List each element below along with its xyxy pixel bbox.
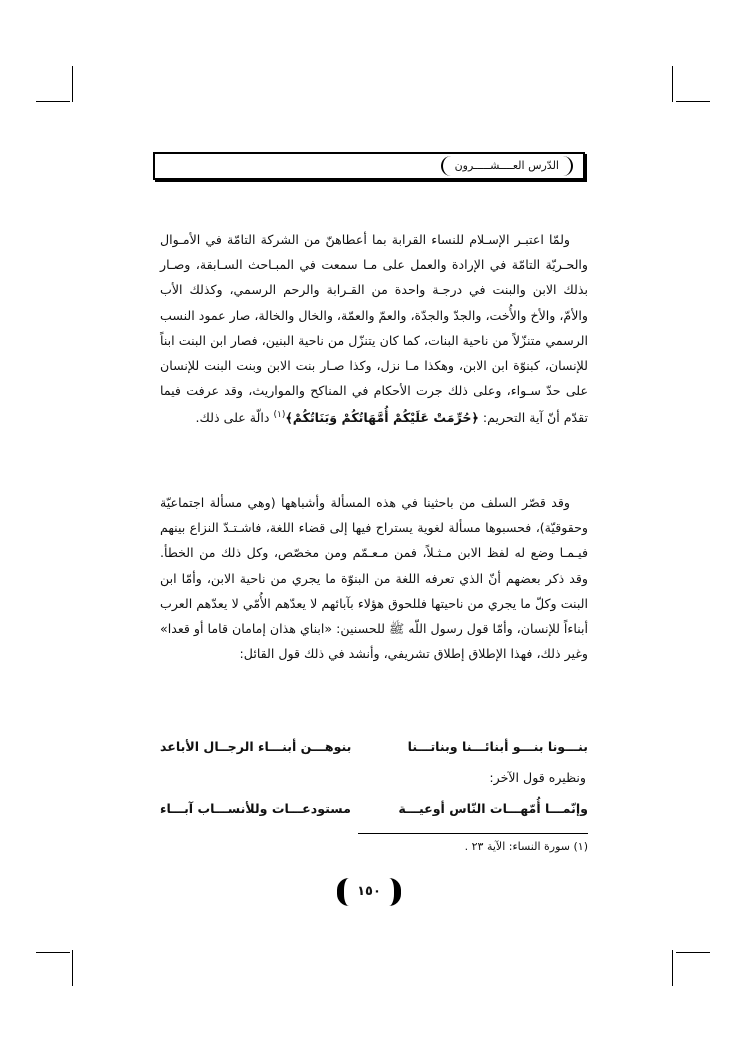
crop-mark	[676, 952, 710, 953]
poem-2-intro: ونظيره قول الآخر:	[489, 770, 586, 785]
poem-verse-2	[160, 797, 588, 821]
paragraph-1-text: ولمّا اعتبـر الإسـلام للنساء القرابة بما أعطاهنّ من الشركة التامّة في الأمـوال والحـريّة التامّة في الإرادة والعمل على مـا سمعت في المبـاحث السـابقة، وصـار بذلك الابن والبنت في درجـة واحدة من القـرابة والرحم الرسمي، وكذلك الأب والأمّ، والأخ والأُخت، والجدّ والجدّة، والعمّ والعمّة، والخال والخالة، صار عمود النسب الرسمي متنزّلاً من ناحية البنات، كما كان يتنزّل من ناحية البنين، فصار ابن البنت ابناً للإنسان، كبنوّة ابن الابن، وهكذا مـا نزل، وكذا صـار بنت الابن وبنت البنت للإنسان على حدّ سـواء، وعلى ذلك جرت الأحكام في المناكح والمواريث، وقد عرفت فيما تقدّم أنّ آية التحريم:	[160, 232, 588, 426]
quran-verse: ﴿حُرِّمَتْ عَلَيْكُمْ أُمَّهَاتُكُمْ وَبَنَاتُكُمْ﴾	[285, 410, 479, 426]
poem-1-hemistich-2: بنوهـــن أبنـــاء الرجــال الأباعد	[160, 739, 352, 754]
crop-mark	[672, 66, 673, 102]
paragraph-2: وقد قصّر السلف من باحثينا في هذه المسألة وأشباهها (وهي مسألة اجتماعيّة وحقوقيّة)، فحسبوها مسألة لغوية يستراح فيها إلى قضاء اللغة، فاشـتـدّ النزاع بينهم فيـمـا وضع له لفظ الابن مـثـلاً، فمن مـعـمّم ومن مخصّص، وكل ذلك من الخطأ. وقد ذكر بعضهم أنّ الذي تعرفه اللغة من البنوّة ما يجري من ناحية الابن، وأمّا ابن البنت وكلّ ما يجري من ناحيتها فللحوق هؤلاء بآبائهم لا يعدّهم الأُمّي لا يعدّهم العرب أبناءاً للإنسان، وأمّا قول رسول اللّه ﷺ للحسنين: «ابناي هذان إمامان قاما أو قعدا» وغير ذلك، فهذا الإطلاق إطلاق تشريفي، وأنشد في ذلك قول القائل:	[160, 495, 588, 662]
body-text-2	[160, 490, 588, 666]
paragraph-1	[160, 227, 588, 431]
body-text	[160, 227, 588, 431]
poem-verse-1	[160, 735, 588, 759]
page-number: ١٥٠	[337, 878, 401, 906]
crop-mark	[36, 101, 70, 102]
poem-1-hemistich-1: بنـــونا بنـــو أبنائـــنا وبناتـــنا	[407, 739, 588, 754]
crop-mark	[72, 950, 73, 986]
crop-mark	[72, 66, 73, 102]
footnote: (١) سورة النساء: الآية ٢٣ .	[464, 840, 588, 853]
paragraph-1-ending: دالّة على ذلك.	[195, 410, 274, 426]
crop-mark	[676, 101, 710, 102]
footnote-marker: (١)	[273, 410, 286, 421]
chapter-title: الدّرس العــــشـــــرون	[441, 156, 573, 176]
crop-mark	[672, 950, 673, 986]
poem-2-hemistich-2: مستودعـــات وللأنســـاب آبـــاء	[160, 801, 351, 816]
footnote-rule	[358, 833, 588, 834]
running-header	[153, 152, 585, 180]
poem-2-hemistich-1: وإنّمـــا أُمّهـــات النّاس أوعيـــة	[398, 801, 588, 816]
crop-mark	[36, 952, 70, 953]
